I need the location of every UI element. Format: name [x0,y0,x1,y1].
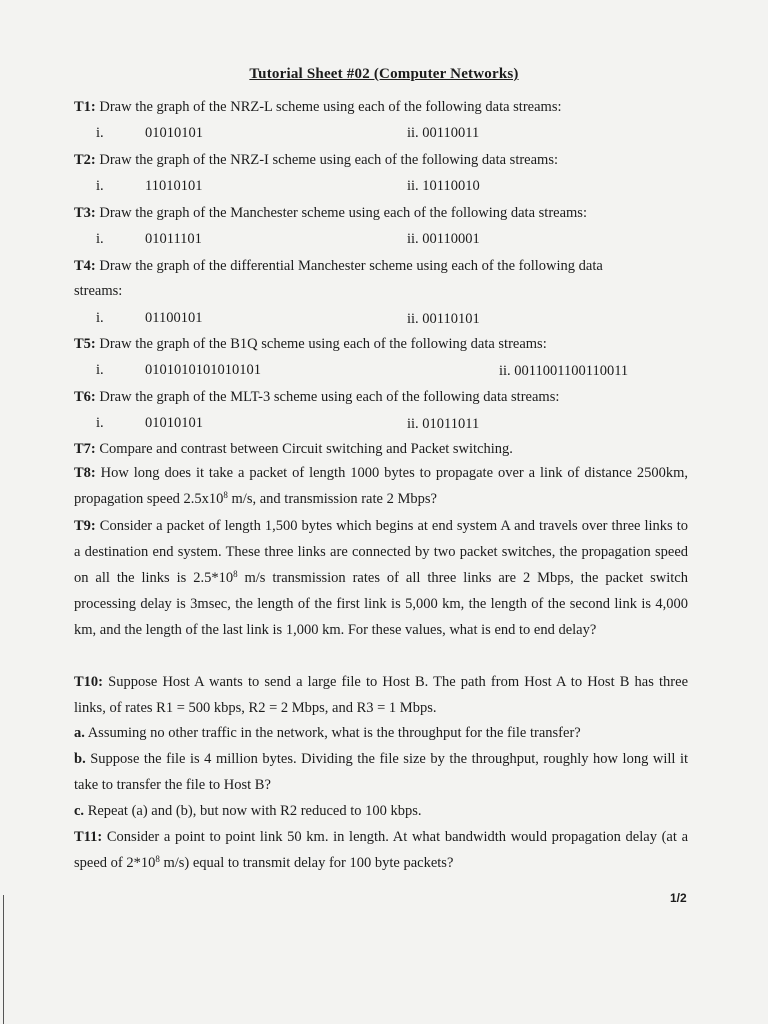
question-t5 [74,336,547,353]
part-label: c. [74,803,85,819]
question-t2 [74,152,558,169]
question-t3 [74,205,587,222]
question-text: Draw the graph of the B1Q scheme using each of the following data streams: [99,336,547,352]
question-t11 [74,824,688,876]
question-t8 [74,460,688,512]
question-t10-part-c [74,798,688,824]
question-t4-continued: streams: [74,283,123,299]
page-title: Tutorial Sheet #02 (Computer Networks) [249,66,519,82]
data-stream-i: 0101010101010101 [145,362,261,378]
question-label: T11: [74,829,103,845]
question-label: T8: [74,465,96,481]
scan-edge [3,895,4,1024]
question-t10 [74,669,688,721]
option-label: i. [96,362,104,378]
question-text: Draw the graph of the MLT-3 scheme using each of the following data streams: [99,389,560,405]
question-t7 [74,441,513,458]
question-text: Consider a point to point link 50 km. in length. At what bandwidth would propagation delay (at a speed of 2*10 [74,829,689,871]
question-text: Compare and contrast between Circuit switching and Packet switching. [99,441,513,457]
option-label: i. [96,125,104,141]
question-label: T6: [74,389,96,405]
question-t6 [74,389,559,406]
data-stream-i: 01010101 [145,415,203,431]
exponent: 8 [155,854,160,864]
part-label: b. [74,751,86,767]
question-label: T4: [74,258,96,274]
data-stream-ii: ii. 00110001 [407,231,480,247]
data-stream-ii: ii. 0011001100110011 [499,363,629,379]
part-text: Assuming no other traffic in the network, what is the throughput for the file transfer? [87,725,581,741]
question-label: T3: [74,205,96,221]
question-label: T7: [74,441,96,457]
question-t10-part-a [74,720,688,746]
question-t4 [74,258,603,275]
question-label: T2: [74,152,96,168]
question-text: Draw the graph of the NRZ-I scheme using each of the following data streams: [99,152,558,168]
data-stream-ii: ii. 10110010 [407,178,480,194]
question-text: How long does it take a packet of length 1000 bytes to propagate over a link of distance 2500km, propagation speed 2.5x10 [74,465,689,507]
part-text: Suppose the file is 4 million bytes. Dividing the file size by the throughput, roughly how long will it take to transfer the file to Host B? [74,751,689,793]
option-label: i. [96,178,104,194]
question-text-cont: m/s, and transmission rate 2 Mbps? [227,491,437,507]
data-stream-i: 11010101 [145,178,203,194]
question-label: T1: [74,99,96,115]
option-label: i. [96,310,104,326]
question-text-cont: m/s transmission rates of all three links are 2 Mbps, the packet switch processing delay is 3msec, the length of the first link is 5,000 km, the length of the second link is 4,000 km, and the length of the last link is 1,000 km. For these values, what is end to end delay? [74,570,688,638]
exponent: 8 [223,490,228,500]
data-stream-i: 01100101 [145,310,203,326]
option-label: i. [96,231,104,247]
data-stream-ii: ii. 00110011 [407,125,480,141]
question-label: T5: [74,336,96,352]
question-text: Draw the graph of the NRZ-L scheme using each of the following data streams: [99,99,562,115]
option-label: i. [96,415,104,431]
question-t9 [74,513,688,643]
exponent: 8 [233,569,238,579]
data-stream-i: 01010101 [145,125,203,141]
data-stream-i: 01011101 [145,231,202,247]
question-label: T9: [74,518,96,534]
data-stream-ii: ii. 00110101 [407,311,480,327]
question-label: T10: [74,674,103,690]
page-number: 1/2 [670,891,687,905]
question-text-cont: m/s) equal to transmit delay for 100 byte packets? [159,855,454,871]
question-t10-part-b [74,746,688,798]
question-t1 [74,99,562,116]
question-text: Draw the graph of the Manchester scheme using each of the following data streams: [99,205,587,221]
part-text: Repeat (a) and (b), but now with R2 reduced to 100 kbps. [87,803,422,819]
part-label: a. [74,725,85,741]
question-text: Suppose Host A wants to send a large file to Host B. The path from Host A to Host B has three links, of rates R1 = 500 kbps, R2 = 2 Mbps, and R3 = 1 Mbps. [74,674,689,716]
data-stream-ii: ii. 01011011 [407,416,480,432]
question-text: Draw the graph of the differential Manchester scheme using each of the following data [99,258,603,274]
question-text: Consider a packet of length 1,500 bytes which begins at end system A and travels over three links to a destination end system. These three links are connected by two packet switches, the propagation speed on all the links is 2.5*10 [74,518,688,586]
